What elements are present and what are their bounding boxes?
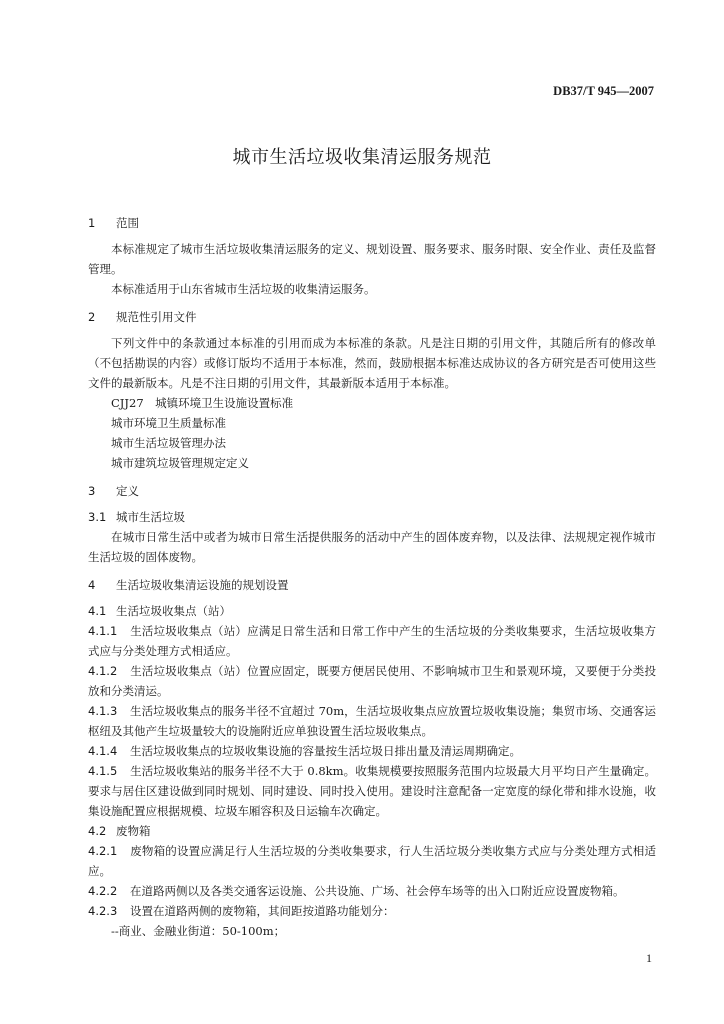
clause-text: 生活垃圾收集点的服务半径不宜超过 70m，生活垃圾收集点应放置垃圾收集设施；集贸市场、交通客运枢纽及其他产生垃圾量较大的设施附近应单独设置生活垃圾收集点。 [88,704,656,738]
subsection-title: 废物箱 [116,824,151,838]
clause-4-1-1 [88,621,656,661]
clause-number: 4.1.2 [88,664,118,678]
subsection-heading-4-1 [88,601,656,621]
section-heading-3 [88,481,656,501]
paragraph: 下列文件中的条款通过本标准的引用而成为本标准的条款。凡是注日期的引用文件，其随后所有的修改单（不包括勘误的内容）或修订版均不适用于本标准，然而，鼓励根据本标准达成协议的各方研究是否可使用这些文件的最新版本。凡是不注日期的引用文件，其最新版本适用于本标准。 [88,336,656,390]
subsection-heading-4-2 [88,821,656,841]
section-number: 2 [88,310,96,324]
section-title: 定义 [116,484,139,498]
paragraph: 在城市日常生活中或者为城市日常生活提供服务的活动中产生的固体废弃物，以及法律、法规规定视作城市生活垃圾的固体废物。 [88,530,656,564]
reference-item: 城市环境卫生质量标准 [111,416,226,430]
list-item: --商业、金融业街道：50-100m； [111,924,286,938]
section-number: 1 [88,216,96,230]
paragraph: 本标准适用于山东省城市生活垃圾的收集清运服务。 [111,282,376,296]
section-title: 生活垃圾收集清运设施的规划设置 [116,578,289,592]
clause-4-2-1 [88,841,656,881]
clause-number: 4.1.3 [88,704,118,718]
reference-item: 城市生活垃圾管理办法 [111,436,226,450]
reference-item: 城市建筑垃圾管理规定定义 [111,456,249,470]
clause-text: 生活垃圾收集点（站）应满足日常生活和日常工作中产生的生活垃圾的分类收集要求，生活垃圾收集方式应与分类处理方式相适应。 [88,624,656,658]
clause-4-2-3 [88,901,656,921]
clause-text: 生活垃圾收集点（站）位置应固定，既要方便居民使用、不影响城市卫生和景观环境，又要便于分类投放和分类清运。 [88,664,656,698]
document-title: 城市生活垃圾收集清运服务规范 [232,147,492,168]
clause-text: 废物箱的设置应满足行人生活垃圾的分类收集要求，行人生活垃圾分类收集方式应与分类处理方式相适应。 [88,844,656,878]
clause-text: 生活垃圾收集点的垃圾收集设施的容量按生活垃圾日排出量及清运周期确定。 [130,744,521,758]
subsection-title: 生活垃圾收集点（站） [116,604,231,618]
section-heading-2 [88,307,656,327]
clause-4-1-5 [88,761,656,821]
paragraph: 本标准规定了城市生活垃圾收集清运服务的定义、规划设置、服务要求、服务时限、安全作业、责任及监督管理。 [88,242,656,276]
subsection-heading-3-1 [88,507,656,527]
subsection-number: 4.2 [88,824,107,838]
clause-number: 4.2.3 [88,904,118,918]
section-heading-1 [88,213,656,233]
subsection-number: 4.1 [88,604,107,618]
document-body [88,205,656,941]
standard-code: DB37/T 945—2007 [553,84,654,98]
subsection-title: 城市生活垃圾 [116,510,185,524]
section-title: 范围 [116,216,139,230]
clause-number: 4.1.1 [88,624,118,638]
section-number: 4 [88,578,96,592]
clause-text: 在道路两侧以及各类交通客运设施、公共设施、广场、社会停车场等的出入口附近应设置废物箱。 [130,884,625,898]
clause-4-1-4 [88,741,656,761]
section-title: 规范性引用文件 [116,310,197,324]
section-heading-4 [88,575,656,595]
subsection-number: 3.1 [88,510,107,524]
clause-number: 4.1.5 [88,764,118,778]
clause-number: 4.1.4 [88,744,118,758]
clause-4-1-3 [88,701,656,741]
clause-4-1-2 [88,661,656,701]
clause-number: 4.2.1 [88,844,118,858]
clause-number: 4.2.2 [88,884,118,898]
clause-text: 生活垃圾收集站的服务半径不大于 0.8km。收集规模要按照服务范围内垃圾最大月平均日产生量确定。要求与居住区建设做到同时规划、同时建设、同时投入使用。建设时注意配备一定宽度的绿化带和排水设施，收集设施配置应根据规模、垃圾车厢容积及日运输车次确定。 [88,764,656,818]
page-number: 1 [646,951,652,965]
section-number: 3 [88,484,96,498]
clause-4-2-2 [88,881,656,901]
clause-text: 设置在道路两侧的废物箱，其间距按道路功能划分： [130,904,395,918]
reference-item: CJJ27 城镇环境卫生设施设置标准 [111,396,294,410]
